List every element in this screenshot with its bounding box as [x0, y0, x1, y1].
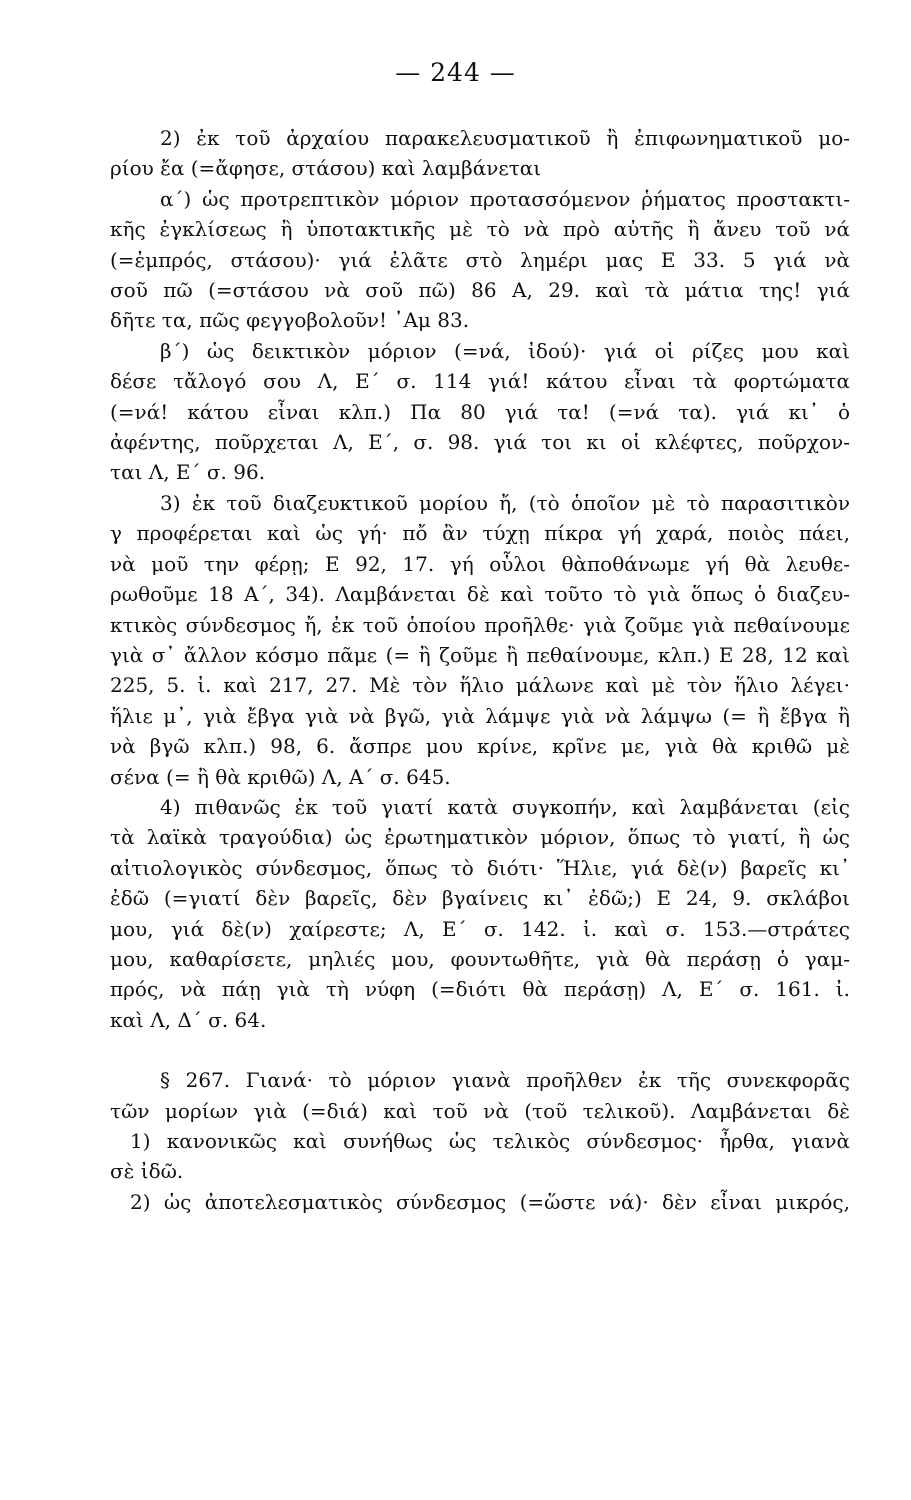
text-line: καὶ Λ, Δ΄ σ. 64.: [110, 1007, 267, 1032]
page-number: — 244 —: [395, 58, 516, 87]
section-gap: [110, 1035, 850, 1065]
text-line: 2) ἐκ τοῦ ἀρχαίου παρακελευσματικοῦ ἢ ἐπιφωνηματικοῦ μο-: [160, 126, 850, 150]
text-line: σένα (= ἢ θὰ κριθῶ) Λ, Α΄ σ. 645.: [110, 764, 451, 789]
text-line: ἐδῶ (=γιατί δὲν βαρεῖς, δὲν βγαίνεις κι᾿ ἐδῶ;) Ε 24, 9. σκλάβοι: [110, 886, 850, 911]
text-line: 4) πιθανῶς ἐκ τοῦ γιατί κατὰ συγκοπήν, καὶ λαμβάνεται (εἰς: [160, 794, 850, 819]
text-line: αἰτιολογικὸς σύνδεσμος, ὅπως τὸ διότι· Ἥλιε, γιά δὲ(ν) βαρεῖς κι᾿: [110, 855, 850, 880]
text-line: ται Λ, Ε΄ σ. 96.: [110, 460, 266, 485]
section-heading-line: § 267. Γιανά· τὸ μόριον γιανὰ προῆλθεν ἐκ τῆς συνεκφορᾶς: [160, 1068, 850, 1093]
text-line: ρίου ἔα (=ἄφησε, στάσου) καὶ λαμβάνεται: [110, 156, 542, 181]
text-line: γ προφέρεται καὶ ὡς γή· πὄ ἂν τύχῃ πίκρα γή χαρά, ποιὸς πάει,: [110, 521, 850, 546]
text-line: ρωθοῦμε 18 Α΄, 34). Λαμβάνεται δὲ καὶ τοῦτο τὸ γιὰ ὅπως ὁ διαζευ-: [110, 582, 850, 607]
text-line: σὲ ἰδῶ.: [110, 1159, 184, 1184]
text-line: δέσε τἄλογό σου Λ, Ε΄ σ. 114 γιά! κάτου εἶναι τὰ φορτώματα: [110, 369, 850, 394]
text-line: σοῦ πῶ (=στάσου νὰ σοῦ πῶ) 86 Α, 29. καὶ τὰ μάτια της! γιά: [110, 278, 850, 303]
text-line: 1) κανονικῶς καὶ συνήθως ὡς τελικὸς σύνδεσμος· ἦρθα, γιανὰ: [130, 1129, 850, 1153]
text-line: κῆς ἐγκλίσεως ἢ ὑποτακτικῆς μὲ τὸ νὰ πρὸ αὐτῆς ἢ ἄνευ τοῦ νά: [110, 217, 850, 242]
text-line: ἀφέντης, ποῦρχεται Λ, Ε΄, σ. 98. γιά τοι κι οἱ κλέφτες, ποῦρχον-: [110, 430, 850, 455]
text-line: 225, 5. ἰ. καὶ 217, 27. Μὲ τὸν ἥλιο μάλωνε καὶ μὲ τὸν ἥλιο λέγει·: [110, 673, 850, 698]
text-line: τῶν μορίων γιὰ (=διά) καὶ τοῦ νὰ (τοῦ τελικοῦ). Λαμβάνεται δὲ: [110, 1098, 850, 1123]
text-line: δῆτε τα, πῶς φεγγοβολοῦν! ᾿Αμ 83.: [110, 308, 470, 333]
text-line: νὰ μοῦ την φέρῃ; Ε 92, 17. γή οὗλοι θὰποθάνωμε γή θὰ λευθε-: [110, 551, 850, 576]
text-line: πρός, νὰ πάῃ γιὰ τὴ νύφη (=διότι θὰ περάσῃ) Λ, Ε΄ σ. 161. ἰ.: [110, 977, 850, 1002]
text-line: β΄) ὡς δεικτικὸν μόριον (=νά, ἰδού)· γιά οἱ ρίζες μου καὶ: [160, 338, 850, 363]
body-text: [110, 123, 850, 1217]
text-line: γιὰ σ᾿ ἄλλον κόσμο πᾶμε (= ἢ ζοῦμε ἢ πεθαίνουμε, κλπ.) Ε 28, 12 καὶ: [110, 642, 850, 667]
text-line: 3) ἐκ τοῦ διαζευκτικοῦ μορίου ἤ, (τὸ ὁποῖον μὲ τὸ παρασιτικὸν: [160, 490, 850, 515]
text-line: 2) ὡς ἀποτελεσματικὸς σύνδεσμος (=ὥστε νά)· δὲν εἶναι μικρός,: [130, 1189, 850, 1214]
text-line: (=νά! κάτου εἶναι κλπ.) Πα 80 γιά τα! (=νά τα). γιά κι᾿ ὁ: [110, 399, 850, 424]
text-line: μου, καθαρίσετε, μηλιές μου, φουντωθῆτε, γιὰ θὰ περάσῃ ὁ γαμ-: [110, 946, 850, 971]
text-line: νὰ βγῶ κλπ.) 98, 6. ἄσπρε μου κρίνε, κρῖνε με, γιὰ θὰ κριθῶ μὲ: [110, 734, 850, 759]
text-line: (=ἐμπρός, στάσου)· γιά ἐλᾶτε στὸ λημέρι μας Ε 33. 5 γιά νὰ: [110, 247, 850, 272]
text-line: μου, γιά δὲ(ν) χαίρεστε; Λ, Ε΄ σ. 142. ἰ. καὶ σ. 153.—στράτες: [110, 916, 850, 941]
text-line: ἥλιε μ᾿, γιὰ ἔβγα γιὰ νὰ βγῶ, γιὰ λάμψε γιὰ νὰ λάμψω (= ἢ ἔβγα ἢ: [110, 703, 850, 728]
text-line: α΄) ὡς προτρεπτικὸν μόριον προτασσόμενον ῥήματος προστακτι-: [160, 186, 850, 211]
text-line: κτικὸς σύνδεσμος ἤ, ἐκ τοῦ ὁποίου προῆλθε· γιὰ ζοῦμε γιὰ πεθαίνουμε: [110, 612, 850, 637]
text-line: τὰ λαϊκὰ τραγούδια) ὡς ἐρωτηματικὸν μόριον, ὅπως τὸ γιατί, ἢ ὡς: [110, 825, 850, 850]
